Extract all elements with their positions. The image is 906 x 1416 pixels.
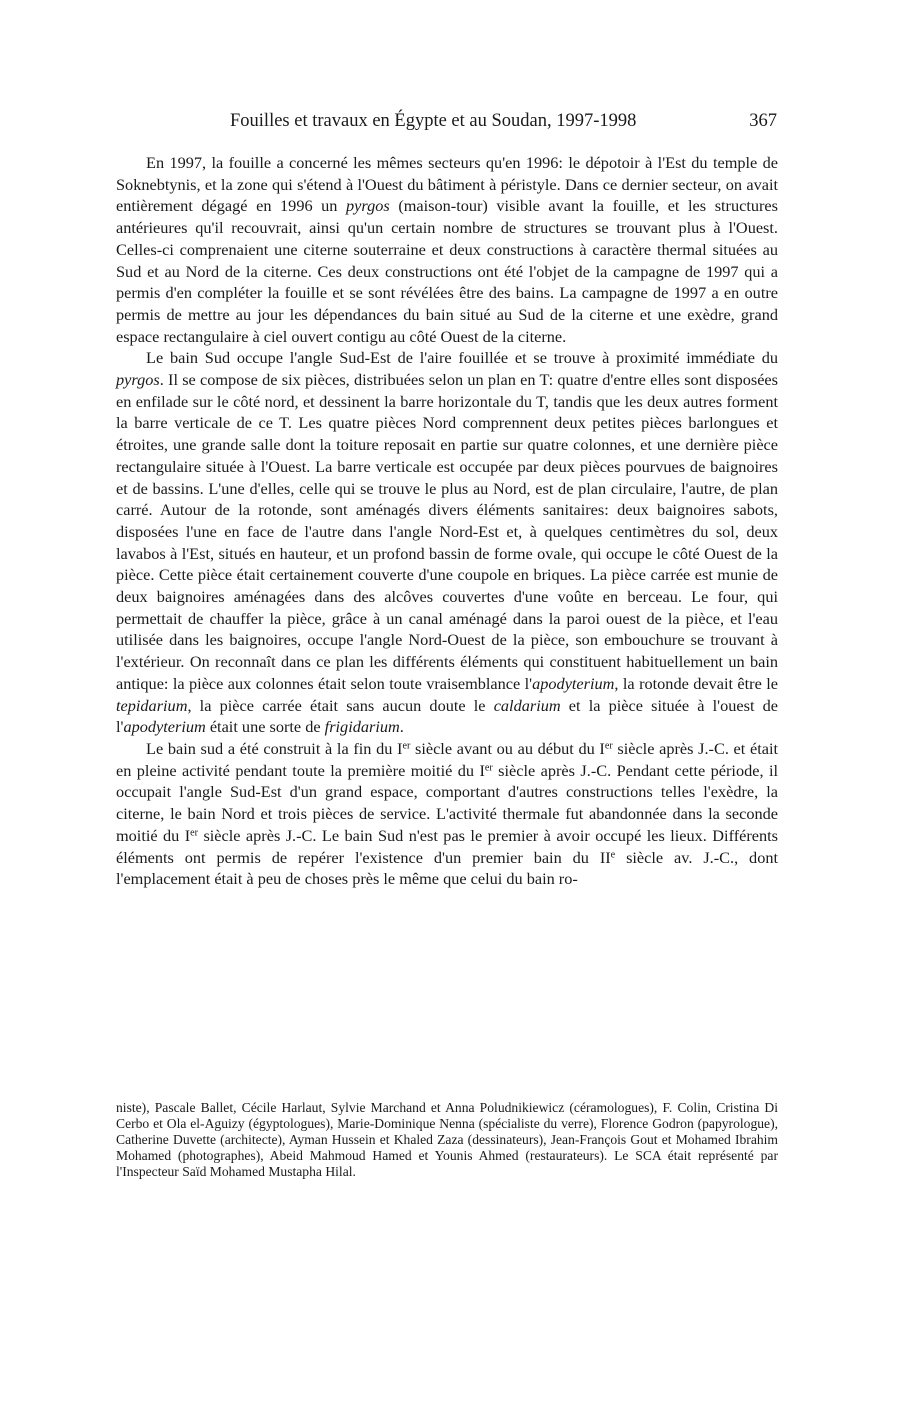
term-frigidarium: frigidarium [324,717,400,737]
superscript: er [402,740,411,752]
term-pyrgos: pyrgos [116,370,160,390]
superscript: er [190,827,199,839]
superscript: e [610,848,616,860]
superscript: er [484,762,493,774]
term-caldarium: caldarium [493,695,561,715]
term-pyrgos: pyrgos [346,196,390,216]
superscript: er [604,740,613,752]
paragraph-1: En 1997, la fouille a concerné les mêmes secteurs qu'en 1996: le dépotoir à l'Est du temple de Soknebtynis, et la zone qui s'étend à l'Ouest du bâtiment à péristyle. Dans ce dernier secteur, on avait entièrement dégagé en 1996 un pyrgos (maison-tour) visible avant la fouille, et les structures antérieures qu'il recouvrait, ainsi qu'un certain nombre de structures se trouvant plus à l'Ouest. Celles-ci comprenaient une citerne souterraine et deux constructions à caractère thermal situées au Sud et au Nord de la citerne. Ces deux constructions ont été l'objet de la campagne de 1997 qui a permis d'en compléter la fouille et se sont révélées être des bains. La campagne de 1997 a en outre permis de mettre au jour les dépendances du bain situé au Sud de la citerne et une exèdre, grand espace rectangulaire à ciel ouvert contigu au côté Ouest de la citerne. [116,153,778,346]
term-tepidarium: tepidarium [116,695,188,715]
footnote [116,1100,778,1180]
page-number: 367 [749,111,777,131]
paragraph-2: Le bain Sud occupe l'angle Sud-Est de l'aire fouillée et se trouve à proximité immédiate du pyrgos. Il se compose de six pièces, distribuées selon un plan en T: quatre d'entre elles sont disposées en enfilade sur le côté nord, et dessinent la barre horizontale du T, tandis que les deux autres forment la barre verticale de ce T. Les quatre pièces Nord comprennent deux petites pièces barlongues et étroites, une grande salle dont la toiture reposait en partie sur quatre colonnes, et une dernière pièce rectangulaire située à l'Ouest. La barre verticale est occupée par deux pièces pourvues de baignoires et de bassins. L'une d'elles, celle qui se trouve le plus au Nord, est de plan circulaire, l'autre, de plan carré. Autour de la rotonde, sont aménagés divers éléments sanitaires: deux baignoires sabots, disposées l'une en face de l'autre dans l'angle Nord-Est et, à quelques centimètres du sol, deux lavabos à l'Est, situés en hauteur, et un profond bassin de forme ovale, qui occupe le côté Ouest de la pièce. Cette pièce était certainement couverte d'une coupole en briques. La pièce carrée est munie de deux baignoires aménagées dans des alcôves couvertes d'une voûte en berceau. Le four, qui permettait de chauffer la pièce, grâce à un canal aménagé dans la paroi ouest de la pièce, et l'eau utilisée dans les baignoires, occupe l'angle Nord-Ouest de la pièce, son embouchure se trouvant à l'extérieur. On reconnaît dans ce plan les différents éléments qui constituent habituellement un bain antique: la pièce aux colonnes était selon toute vraisemblance l'apodyterium, la rotonde devait être le tepidarium, la pièce carrée était sans aucun doute le caldarium et la pièce située à l'ouest de l'apodyterium était une sorte de frigidarium. [116,348,778,737]
term-apodyterium: apodyterium [532,673,615,693]
term-apodyterium: apodyterium [123,717,206,737]
footnote-text: niste), Pascale Ballet, Cécile Harlaut, Sylvie Marchand et Anna Poludnikiewicz (céramologues), F. Colin, Cristina Di Cerbo et Ola el-Aguizy (égyptologues), Marie-Dominique Nenna (spécialiste du verre), Florence Godron (papyrologue), Catherine Duvette (architecte), Ayman Hussein et Khaled Zaza (dessinateurs), Jean-François Gout et Mohamed Ibrahim Mohamed (photographes), Abeid Mahmoud Hamed et Younis Ahmed (restaurateurs). Le SCA était représenté par l'Inspecteur Saïd Mohamed Mustapha Hilal. [116,1100,778,1179]
running-title: Fouilles et travaux en Égypte et au Soudan, 1997-1998 [230,111,637,131]
paragraph-3: Le bain sud a été construit à la fin du Ier siècle avant ou au début du Ier siècle après J.-C. et était en pleine activité pendant toute la première moitié du Ier siècle après J.-C. Pendant cette période, il occupait l'angle Sud-Est d'un grand espace, comportant d'autres constructions telles l'exèdre, la citerne, le bain Nord et trois pièces de service. L'activité thermale fut abandonnée dans la seconde moitié du Ier siècle après J.-C. Le bain Sud n'est pas le premier à avoir occupé les lieux. Différents éléments ont permis de repérer l'existence d'un premier bain du IIe siècle av. J.-C., dont l'emplacement était à peu de choses près le même que celui du bain ro- [116,738,778,889]
main-text [116,152,778,890]
